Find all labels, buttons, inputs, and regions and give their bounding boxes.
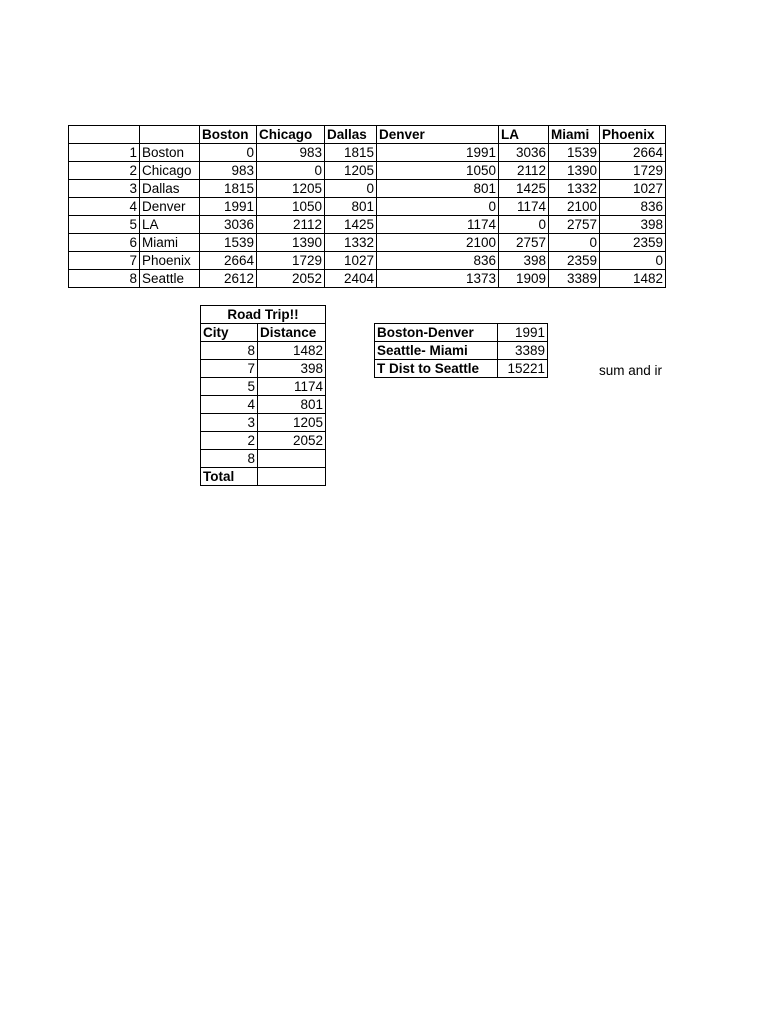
- distance-cell[interactable]: 1174: [499, 198, 549, 216]
- road-trip-row: [201, 378, 326, 396]
- distance-cell[interactable]: 1815: [325, 144, 377, 162]
- trip-distance-cell[interactable]: 398: [258, 360, 326, 378]
- distance-cell[interactable]: 1174: [377, 216, 499, 234]
- distance-cell[interactable]: 3036: [499, 144, 549, 162]
- distance-cell[interactable]: 2100: [549, 198, 600, 216]
- distance-cell[interactable]: 0: [549, 234, 600, 252]
- city-name-cell[interactable]: Seattle: [140, 270, 200, 288]
- summary-value-cell[interactable]: 3389: [498, 342, 548, 360]
- distance-cell[interactable]: 2757: [499, 234, 549, 252]
- column-header-cell[interactable]: Denver: [377, 126, 499, 144]
- note-text[interactable]: sum and ir: [599, 363, 663, 378]
- distance-cell[interactable]: 0: [600, 252, 666, 270]
- distance-cell[interactable]: 1050: [377, 162, 499, 180]
- matrix-header-row: [69, 126, 666, 144]
- trip-city-cell[interactable]: 7: [201, 360, 258, 378]
- summary-value-cell[interactable]: 1991: [498, 324, 548, 342]
- summary-value-cell[interactable]: 15221: [498, 360, 548, 378]
- summary-row: [375, 360, 548, 378]
- road-trip-row: [201, 396, 326, 414]
- road-trip-table: [200, 305, 326, 486]
- distance-cell[interactable]: 2052: [257, 270, 325, 288]
- trip-distance-cell[interactable]: 1174: [258, 378, 326, 396]
- trip-city-cell[interactable]: 5: [201, 378, 258, 396]
- city-name-cell[interactable]: Dallas: [140, 180, 200, 198]
- distance-cell[interactable]: 1027: [600, 180, 666, 198]
- distance-header[interactable]: Distance: [258, 324, 326, 342]
- distance-cell[interactable]: 1390: [257, 234, 325, 252]
- row-index-cell[interactable]: 6: [69, 234, 140, 252]
- row-index-cell[interactable]: 1: [69, 144, 140, 162]
- distance-cell[interactable]: 2112: [257, 216, 325, 234]
- column-header-cell[interactable]: Boston: [200, 126, 257, 144]
- distance-cell[interactable]: 1332: [549, 180, 600, 198]
- distance-cell[interactable]: 836: [600, 198, 666, 216]
- distance-cell[interactable]: 1991: [377, 144, 499, 162]
- road-trip-row: [201, 414, 326, 432]
- road-trip-row: [201, 342, 326, 360]
- distance-cell[interactable]: 0: [257, 162, 325, 180]
- matrix-row: [69, 144, 666, 162]
- distance-cell[interactable]: 1205: [257, 180, 325, 198]
- trip-distance-cell[interactable]: 2052: [258, 432, 326, 450]
- column-header-cell[interactable]: Dallas: [325, 126, 377, 144]
- distance-cell[interactable]: 2404: [325, 270, 377, 288]
- road-trip-row: [201, 360, 326, 378]
- column-header-cell[interactable]: [69, 126, 140, 144]
- distance-cell[interactable]: 983: [200, 162, 257, 180]
- distance-cell[interactable]: 1050: [257, 198, 325, 216]
- distance-cell[interactable]: 1909: [499, 270, 549, 288]
- city-name-cell[interactable]: LA: [140, 216, 200, 234]
- trip-city-cell[interactable]: 4: [201, 396, 258, 414]
- road-trip-title-row: [201, 306, 326, 324]
- city-name-cell[interactable]: Phoenix: [140, 252, 200, 270]
- summary-label-cell[interactable]: Seattle- Miami: [375, 342, 498, 360]
- column-header-cell[interactable]: [140, 126, 200, 144]
- distance-cell[interactable]: 1027: [325, 252, 377, 270]
- road-trip-row: [201, 450, 326, 468]
- distance-cell[interactable]: 1373: [377, 270, 499, 288]
- distance-cell[interactable]: 3036: [200, 216, 257, 234]
- summary-row: [375, 324, 548, 342]
- distance-cell[interactable]: 2664: [600, 144, 666, 162]
- distance-cell[interactable]: 3389: [549, 270, 600, 288]
- city-name-cell[interactable]: Denver: [140, 198, 200, 216]
- total-value-cell[interactable]: [258, 468, 326, 486]
- distance-cell[interactable]: 1729: [257, 252, 325, 270]
- distance-cell[interactable]: 2612: [200, 270, 257, 288]
- distance-cell[interactable]: 1425: [325, 216, 377, 234]
- distance-cell[interactable]: 836: [377, 252, 499, 270]
- column-header-cell[interactable]: Chicago: [257, 126, 325, 144]
- distance-cell[interactable]: 2100: [377, 234, 499, 252]
- matrix-row: [69, 216, 666, 234]
- distance-cell[interactable]: 2112: [499, 162, 549, 180]
- distance-cell[interactable]: 1332: [325, 234, 377, 252]
- summary-label-cell[interactable]: Boston-Denver: [375, 324, 498, 342]
- matrix-row: [69, 180, 666, 198]
- row-index-cell[interactable]: 7: [69, 252, 140, 270]
- trip-distance-cell[interactable]: [258, 450, 326, 468]
- distance-cell[interactable]: 398: [499, 252, 549, 270]
- trip-distance-cell[interactable]: 1482: [258, 342, 326, 360]
- distance-cell[interactable]: 801: [325, 198, 377, 216]
- distance-cell[interactable]: 1390: [549, 162, 600, 180]
- distance-cell[interactable]: 983: [257, 144, 325, 162]
- matrix-row: [69, 234, 666, 252]
- summary-table: [374, 323, 548, 378]
- road-trip-total-row: [201, 468, 326, 486]
- distance-cell[interactable]: 0: [499, 216, 549, 234]
- distance-cell[interactable]: 1991: [200, 198, 257, 216]
- column-header-cell[interactable]: Miami: [549, 126, 600, 144]
- row-index-cell[interactable]: 5: [69, 216, 140, 234]
- distance-cell[interactable]: 2359: [549, 252, 600, 270]
- row-index-cell[interactable]: 2: [69, 162, 140, 180]
- row-index-cell[interactable]: 8: [69, 270, 140, 288]
- distance-cell[interactable]: 398: [600, 216, 666, 234]
- road-trip-title[interactable]: Road Trip!!: [201, 306, 326, 324]
- distance-cell[interactable]: 2664: [200, 252, 257, 270]
- distance-cell[interactable]: 1539: [200, 234, 257, 252]
- distance-cell[interactable]: 1815: [200, 180, 257, 198]
- trip-distance-cell[interactable]: 1205: [258, 414, 326, 432]
- distance-matrix-table: [68, 125, 666, 288]
- distance-cell[interactable]: 0: [377, 198, 499, 216]
- distance-cell[interactable]: 2359: [600, 234, 666, 252]
- matrix-row: [69, 198, 666, 216]
- distance-cell[interactable]: 2757: [549, 216, 600, 234]
- column-header-cell[interactable]: LA: [499, 126, 549, 144]
- matrix-row: [69, 162, 666, 180]
- distance-cell[interactable]: 1205: [325, 162, 377, 180]
- trip-city-cell[interactable]: 2: [201, 432, 258, 450]
- distance-cell[interactable]: 1539: [549, 144, 600, 162]
- matrix-row: [69, 270, 666, 288]
- distance-cell[interactable]: 0: [325, 180, 377, 198]
- city-name-cell[interactable]: Miami: [140, 234, 200, 252]
- city-header[interactable]: City: [201, 324, 258, 342]
- trip-city-cell[interactable]: 8: [201, 342, 258, 360]
- column-header-cell[interactable]: Phoenix: [600, 126, 666, 144]
- road-trip-row: [201, 432, 326, 450]
- city-name-cell[interactable]: Chicago: [140, 162, 200, 180]
- matrix-row: [69, 252, 666, 270]
- summary-label-cell[interactable]: T Dist to Seattle: [375, 360, 498, 378]
- city-name-cell[interactable]: Boston: [140, 144, 200, 162]
- distance-cell[interactable]: 0: [200, 144, 257, 162]
- row-index-cell[interactable]: 4: [69, 198, 140, 216]
- distance-cell[interactable]: 801: [377, 180, 499, 198]
- total-label-cell[interactable]: Total: [201, 468, 258, 486]
- road-trip-header-row: [201, 324, 326, 342]
- summary-row: [375, 342, 548, 360]
- trip-city-cell[interactable]: 3: [201, 414, 258, 432]
- row-index-cell[interactable]: 3: [69, 180, 140, 198]
- distance-cell[interactable]: 1729: [600, 162, 666, 180]
- trip-city-cell[interactable]: 8: [201, 450, 258, 468]
- distance-cell[interactable]: 1425: [499, 180, 549, 198]
- trip-distance-cell[interactable]: 801: [258, 396, 326, 414]
- distance-cell[interactable]: 1482: [600, 270, 666, 288]
